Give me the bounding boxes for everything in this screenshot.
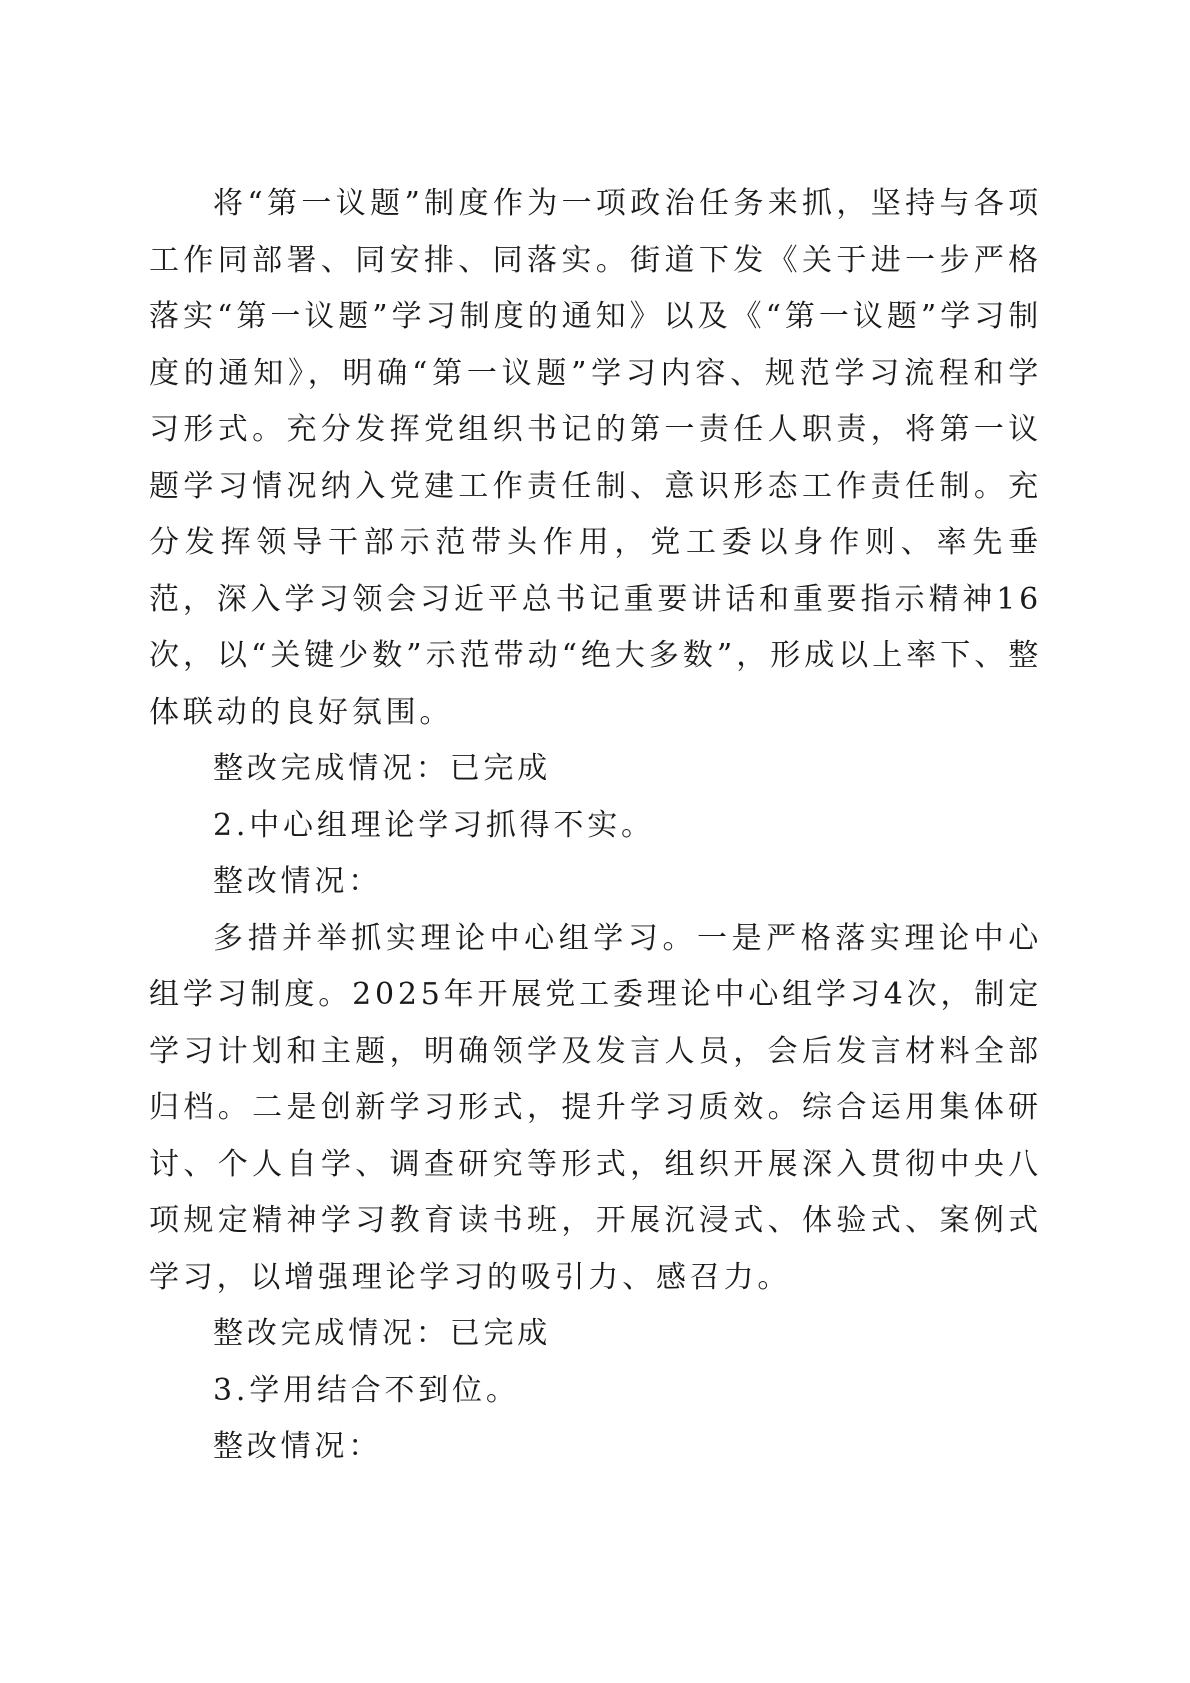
paragraph-completion-status-2: 整改完成情况：已完成 bbox=[213, 1316, 551, 1351]
paragraph-issue-3-heading: 3.学用结合不到位。 bbox=[213, 1372, 520, 1408]
paragraph-issue-2-heading: 2.中心组理论学习抓得不实。 bbox=[213, 807, 655, 843]
paragraph-completion-status-1: 整改完成情况：已完成 bbox=[213, 751, 551, 786]
paragraph-rectification-label-2: 整改情况： bbox=[213, 864, 382, 899]
paragraph-first-topic-system: 将“第一议题”制度作为一项政治任务来抓，坚持与各项工作同部署、同安排、同落实。街道下发《关于进一步严格落实“第一议题”学习制度的通知》以及《“第一议题”学习制度的通知》，明确“第一议题”学习内容、规范学习流程和学习形式。充分发挥党组织书记的第一责任人职责，将第一议题学习情况纳入党建工作责任制、意识形态工作责任制。充分发挥领导干部示范带头作用，党工委以身作则、率先垂范，深入学习领会习近平总书记重要讲话和重要指示精神16次，以“关键少数”示范带动“绝大多数”，形成以上率下、整体联动的良好氛围。 bbox=[149, 186, 1042, 730]
paragraph-theory-study-measures: 多措并举抓实理论中心组学习。一是严格落实理论中心组学习制度。2025年开展党工委理论中心组学习4次，制定学习计划和主题，明确领学及发言人员，会后发言材料全部归档。二是创新学习形式，提升学习质效。综合运用集体研讨、个人自学、调查研究等形式，组织开展深入贯彻中央八项规定精神学习教育读书班，开展沉浸式、体验式、案例式学习，以增强理论学习的吸引力、感召力。 bbox=[149, 920, 1042, 1295]
document-body bbox=[149, 176, 1042, 1476]
paragraph-rectification-label-3: 整改情况： bbox=[213, 1429, 382, 1464]
